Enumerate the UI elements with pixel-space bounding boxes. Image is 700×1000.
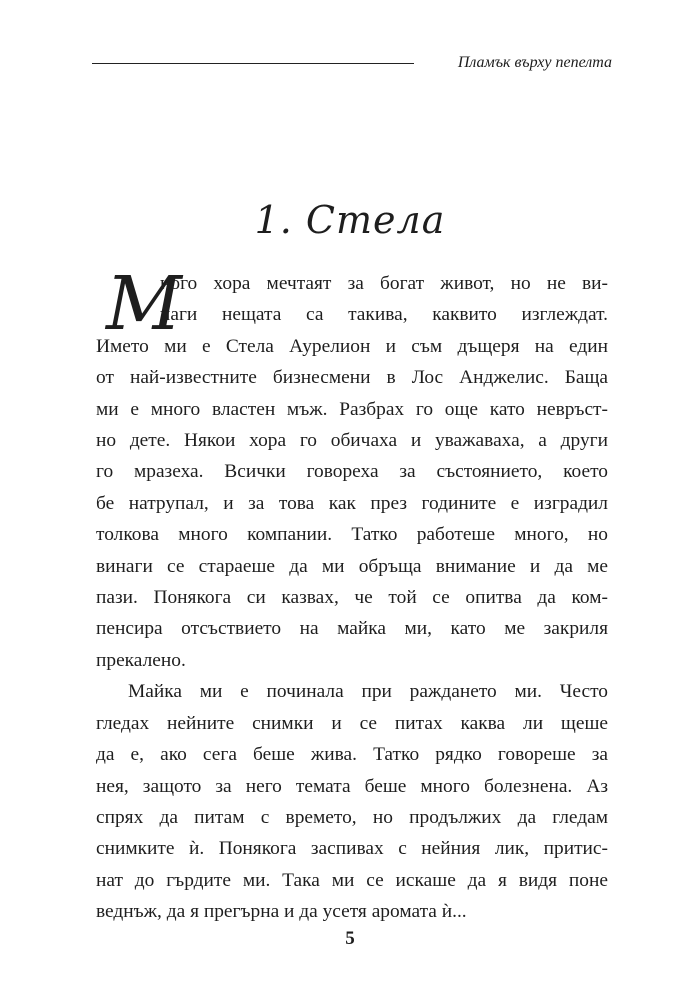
text-line: пази. Понякога си казвах, че той се опитва да ком- bbox=[96, 587, 608, 609]
text-line: Майка ми е починала при раждането ми. Често bbox=[128, 681, 608, 703]
text-line: но дете. Някои хора го обичаха и уважаваха, а други bbox=[96, 430, 608, 452]
text-line: нея, защото за него темата беше много болезнена. Аз bbox=[96, 775, 608, 797]
text-line: наги нещата са такива, каквито изглеждат. bbox=[160, 304, 608, 326]
text-line: ного хора мечтаят за богат живот, но не ви- bbox=[160, 273, 608, 294]
text-line: Името ми е Стела Аурелион и съм дъщеря на един bbox=[96, 335, 608, 357]
running-title: Пламък върху пепелта bbox=[457, 54, 612, 71]
text-line: толкова много компании. Татко работеше много, но bbox=[96, 524, 608, 546]
paragraph-1 bbox=[96, 261, 608, 676]
text-line: го мразеха. Всички говореха за състоянието, което bbox=[96, 461, 608, 483]
text-line: прекалено. bbox=[96, 649, 186, 671]
text-line: снимките ѝ. Понякога заспивах с нейния лик, притис- bbox=[96, 838, 608, 860]
text-line: винаги се стараеше да ми обръща внимание и да ме bbox=[96, 555, 608, 577]
drop-cap: М bbox=[106, 261, 182, 347]
running-header bbox=[92, 49, 612, 77]
chapter-title: 1. Стела bbox=[254, 198, 446, 242]
chapter-body bbox=[96, 261, 608, 928]
text-line: веднъж, да я прегърна и да усетя аромата ѝ... bbox=[96, 901, 467, 923]
text-line: гледах нейните снимки и се питах каква ли щеше bbox=[96, 712, 608, 734]
paragraph-2 bbox=[96, 676, 608, 927]
page-number: 5 bbox=[345, 928, 355, 949]
header-rule bbox=[92, 63, 414, 64]
text-line: ми е много властен мъж. Разбрах го още като невръст- bbox=[96, 398, 608, 420]
text-line: от най-известните бизнесмени в Лос Анджелис. Баща bbox=[96, 367, 608, 389]
text-line: нат до гърдите ми. Така ми се искаше да я видя поне bbox=[96, 869, 608, 891]
text-line: спрях да питам с времето, но продължих да гледам bbox=[96, 806, 608, 828]
text-line: да е, ако сега беше жива. Татко рядко говореше за bbox=[96, 744, 608, 766]
text-line: бе натрупал, и за това как през годините е изградил bbox=[96, 492, 608, 514]
text-line: пенсира отсъствието на майка ми, като ме закриля bbox=[96, 618, 608, 640]
